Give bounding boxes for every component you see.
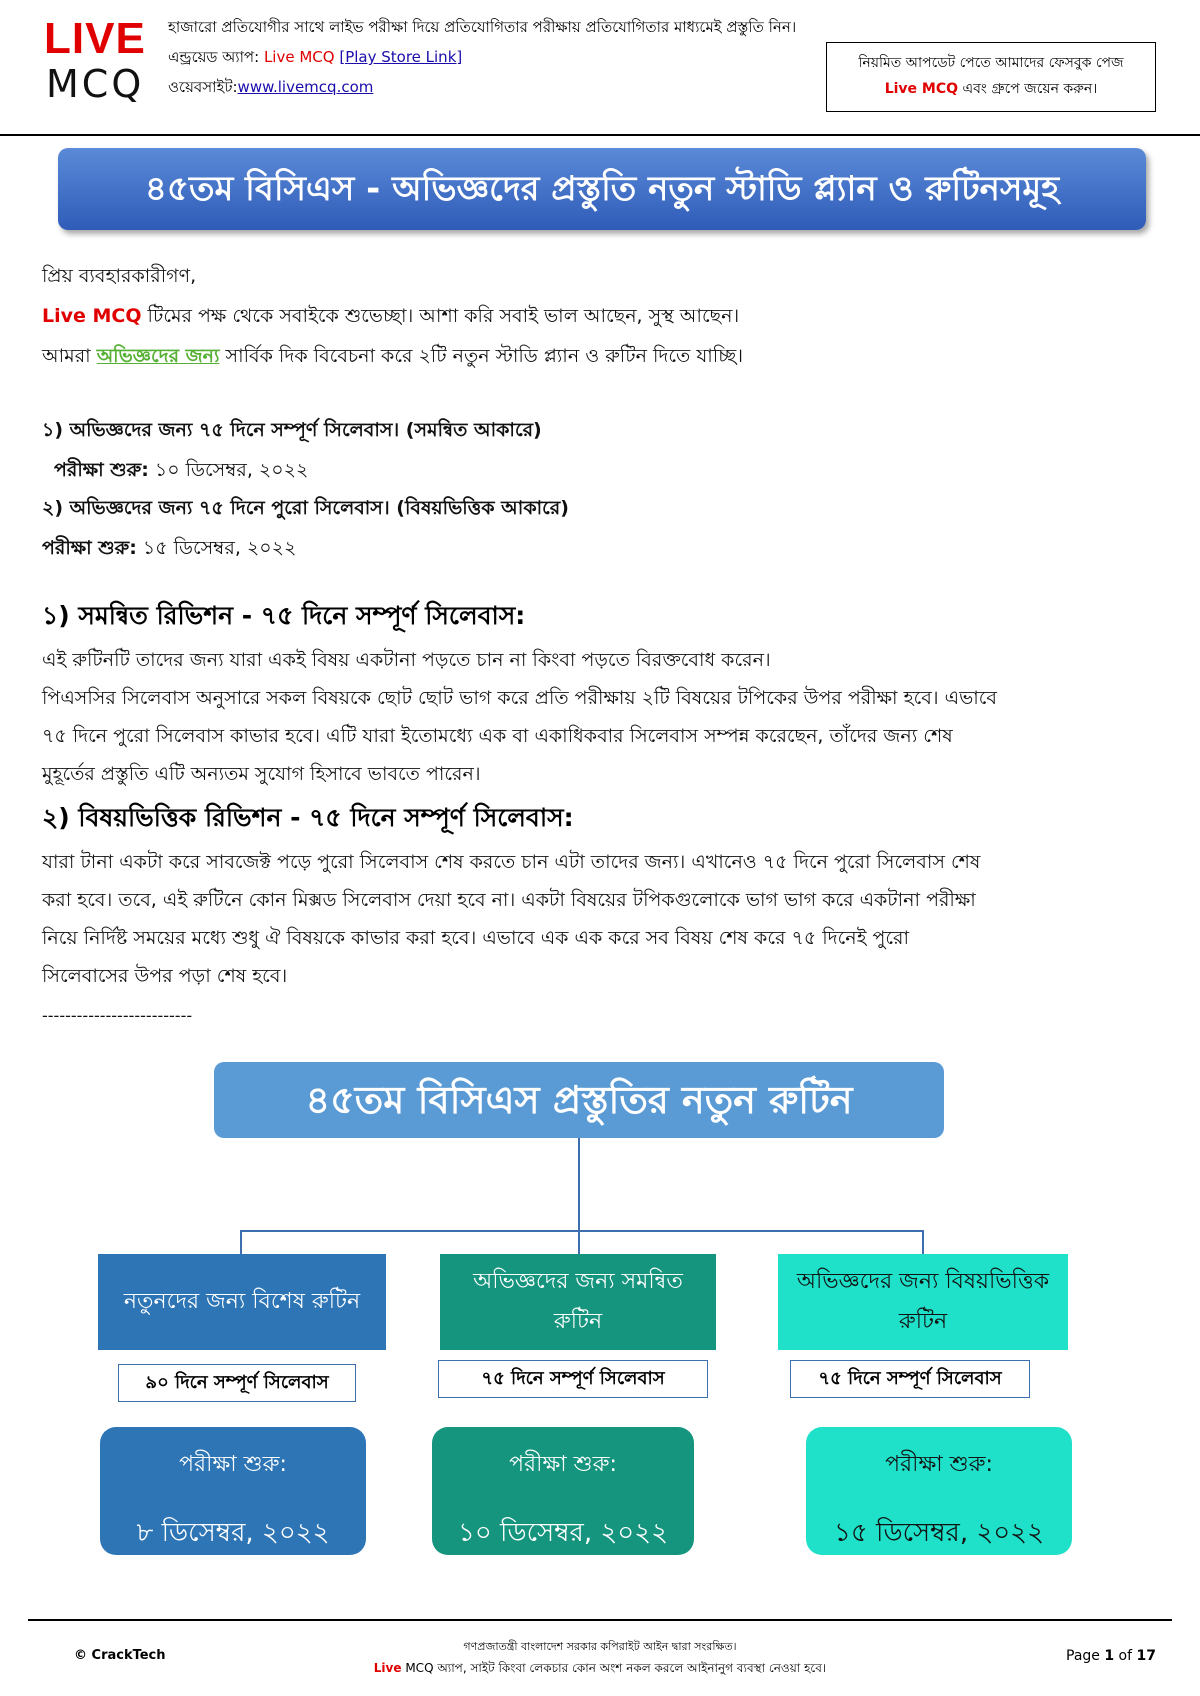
header-website-line bbox=[168, 76, 373, 101]
plan-2-start-date: ১৫ ডিসেম্বর, ২০২২ bbox=[136, 537, 297, 559]
branch-integrated-routine: অভিজ্ঞদের জন্য সমন্বিত রুটিন bbox=[440, 1254, 716, 1350]
plan-1-start-label: পরীক্ষা শুরু: bbox=[54, 459, 149, 481]
branch-integrated-syllabus: ৭৫ দিনে সম্পূর্ণ সিলেবাস bbox=[438, 1360, 708, 1398]
fb-brand: Live MCQ bbox=[884, 81, 959, 97]
intro-brand: Live MCQ bbox=[42, 305, 142, 327]
website-prefix: ওয়েবসাইট: bbox=[168, 78, 238, 96]
page-current: 1 bbox=[1104, 1648, 1115, 1664]
branch-subject-syllabus: ৭৫ দিনে সম্পূর্ণ সিলেবাস bbox=[790, 1360, 1030, 1398]
exam-start-label: পরীক্ষা শুরু: bbox=[509, 1452, 617, 1477]
header-divider bbox=[0, 134, 1200, 136]
play-store-link[interactable]: [Play Store Link] bbox=[339, 48, 463, 66]
fb-notice-line2 bbox=[827, 76, 1155, 102]
plan-2-start-label: পরীক্ষা শুরু: bbox=[42, 537, 137, 559]
page-number bbox=[1066, 1648, 1156, 1664]
footer-notice-text: MCQ অ্যাপ, সাইট কিংবা লেকচার কোন অংশ নকল করলে আইনানুগ ব্যবস্থা নেওয়া হবে। bbox=[401, 1661, 827, 1675]
greeting: প্রিয় ব্যবহারকারীগণ, bbox=[42, 265, 197, 287]
header-tagline: হাজারো প্রতিযোগীর সাথে লাইভ পরীক্ষা দিয়ে প্রতিযোগিতার পরীক্ষায় প্রতিযোগিতার মাধ্যমেই প্রস্তুতি নিন। bbox=[168, 18, 797, 36]
footer-copyright: © CrackTech bbox=[74, 1648, 166, 1663]
app-prefix: এন্ড্রয়েড অ্যাপ: bbox=[168, 48, 264, 66]
exam-start-date: ৮ ডিসেম্বর, ২০২২ bbox=[136, 1518, 330, 1548]
connector-trunk bbox=[578, 1138, 580, 1232]
intro-line-3-text: সার্বিক দিক বিবেচনা করে ২টি নতুন স্টাডি প্ল্যান ও রুটিন দিতে যাচ্ছি। bbox=[219, 345, 743, 367]
logo-live: LIVE bbox=[44, 14, 146, 63]
header-app-line bbox=[168, 46, 462, 71]
section-2-line: যারা টানা একটা করে সাবজেক্ট পড়ে পুরো সিলেবাস শেষ করতে চান এটা তাদের জন্য। এখানেও ৭৫ দিনে পুরো সিলেবাস শেষ bbox=[42, 851, 981, 873]
branch-subject-exam-card bbox=[806, 1427, 1072, 1555]
section-1-line: পিএসসির সিলেবাস অনুসারে সকল বিষয়কে ছোট ছোট ভাগ করে প্রতি পরীক্ষায় ২টি বিষয়ের টপিকের উপর পরীক্ষা হবে। এভাবে bbox=[42, 687, 997, 709]
fb-notice-suffix: এবং গ্রুপে জয়েন করুন। bbox=[958, 81, 1098, 97]
intro-line-2-text: টিমের পক্ষ থেকে সবাইকে শুভেচ্ছা। আশা করি সবাই ভাল আছেন, সুস্থ আছেন। bbox=[141, 305, 740, 327]
diagram-title: ৪৫তম বিসিএস প্রস্তুতির নতুন রুটিন bbox=[214, 1062, 944, 1138]
section-1-line: মুহূর্তের প্রস্তুতি এটি অন্যতম সুযোগ হিসাবে ভাবতে পারেন। bbox=[42, 763, 481, 785]
exam-start-date: ১৫ ডিসেম্বর, ২০২২ bbox=[834, 1518, 1044, 1548]
footer-notice-line-2 bbox=[0, 1660, 1200, 1680]
exam-start-date: ১০ ডিসেম্বর, ২০২২ bbox=[457, 1518, 668, 1548]
section-1-line: এই রুটিনটি তাদের জন্য যারা একই বিষয় একটানা পড়তে চান না কিংবা পড়তে বিরক্তবোধ করেন। bbox=[42, 649, 771, 671]
page-title-banner: ৪৫তম বিসিএস - অভিজ্ঞদের প্রস্তুতি নতুন স্টাডি প্ল্যান ও রুটিনসমূহ bbox=[58, 148, 1146, 230]
section-2-line: সিলেবাসের উপর পড়া শেষ হবে। bbox=[42, 965, 288, 987]
plan-1-start bbox=[54, 456, 308, 488]
app-brand: Live MCQ bbox=[263, 48, 335, 66]
facebook-notice-box bbox=[826, 42, 1156, 112]
branch-subject-routine: অভিজ্ঞদের জন্য বিষয়ভিত্তিক রুটিন bbox=[778, 1254, 1068, 1350]
section-1-line: ৭৫ দিনে পুরো সিলেবাস কাভার হবে। এটি যারা ইতোমধ্যে এক বা একাধিকবার সিলেবাস সম্পন্ন করেছেন, তাঁদের জন্য শেষ bbox=[42, 725, 953, 747]
branch-integrated-exam-card bbox=[432, 1427, 694, 1555]
section-2-line: নিয়ে নির্দিষ্ট সময়ের মধ্যে শুধু ঐ বিষয়কে কাভার করা হবে। এভাবে এক এক করে সব বিষয় শেষ করে ৭৫ দিনেই পুরো bbox=[42, 927, 910, 949]
branch-new-routine: নতুনদের জন্য বিশেষ রুটিন bbox=[98, 1254, 386, 1350]
exam-start-label: পরীক্ষা শুরু: bbox=[179, 1452, 287, 1477]
intro-line-3-prefix: আমরা bbox=[42, 345, 97, 367]
logo-mcq: MCQ bbox=[46, 62, 145, 106]
plan-1-start-date: ১০ ডিসেম্বর, ২০২২ bbox=[148, 459, 309, 481]
section-2-heading: ২) বিষয়ভিত্তিক রিভিশন - ৭৫ দিনে সম্পূর্ণ সিলেবাস: bbox=[42, 803, 574, 832]
footer-divider bbox=[28, 1619, 1172, 1621]
section-2-line: করা হবে। তবে, এই রুটিনে কোন মিক্সড সিলেবাস দেয়া হবে না। একটা বিষয়ের টপিকগুলোকে ভাগ ভাগ করে একটানা পরীক্ষা bbox=[42, 889, 976, 911]
plan-2-title: ২) অভিজ্ঞদের জন্য ৭৫ দিনে পুরো সিলেবাস। (বিষয়ভিত্তিক আকারে) bbox=[42, 497, 569, 519]
footer-notice-line-1: গণপ্রজাতন্ত্রী বাংলাদেশ সরকার কপিরাইট আইন দ্বারা সংরক্ষিত। bbox=[463, 1640, 737, 1653]
intro-highlight: অভিজ্ঞদের জন্য bbox=[96, 345, 220, 367]
separator: -------------------------- bbox=[42, 1006, 193, 1025]
page-prefix: Page bbox=[1066, 1648, 1105, 1664]
branch-new-syllabus: ৯০ দিনে সম্পূর্ণ সিলেবাস bbox=[118, 1364, 356, 1402]
connector-left bbox=[240, 1230, 242, 1254]
website-link[interactable]: www.livemcq.com bbox=[237, 78, 374, 96]
connector-bar bbox=[240, 1230, 924, 1232]
exam-start-label: পরীক্ষা শুরু: bbox=[885, 1452, 993, 1477]
page-total: 17 bbox=[1136, 1648, 1156, 1664]
section-1-heading: ১) সমন্বিত রিভিশন - ৭৫ দিনে সম্পূর্ণ সিলেবাস: bbox=[42, 601, 526, 630]
connector-right bbox=[922, 1230, 924, 1254]
fb-notice-line1: নিয়মিত আপডেট পেতে আমাদের ফেসবুক পেজ bbox=[858, 55, 1124, 71]
intro-line-3 bbox=[42, 342, 743, 374]
footer-brand: Live bbox=[373, 1661, 402, 1675]
intro-line-2 bbox=[42, 302, 739, 334]
connector-middle bbox=[578, 1230, 580, 1254]
plan-1-title: ১) অভিজ্ঞদের জন্য ৭৫ দিনে সম্পূর্ণ সিলেবাস। (সমন্বিত আকারে) bbox=[42, 419, 542, 441]
branch-new-exam-card bbox=[100, 1427, 366, 1555]
plan-2-start bbox=[42, 534, 296, 566]
page-of: of bbox=[1114, 1648, 1137, 1664]
